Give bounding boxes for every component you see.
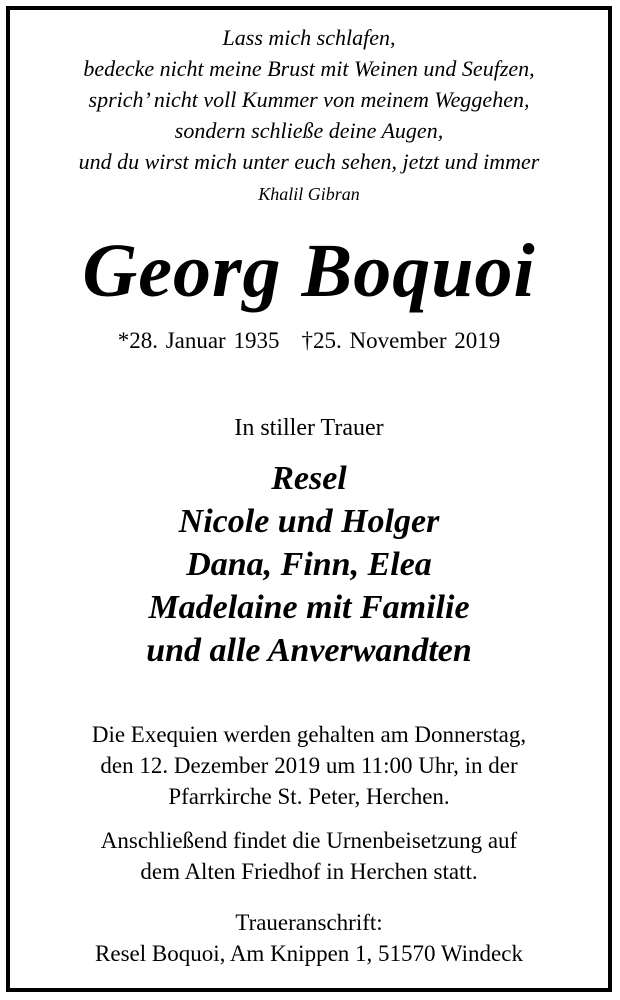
service-line: Pfarrkirche St. Peter, Herchen. — [168, 784, 450, 809]
mourner: Dana, Finn, Elea — [186, 546, 432, 583]
burial-line: Anschließend findet die Urnenbeisetzung auf — [100, 828, 518, 853]
address-label: Traueranschrift: — [235, 910, 383, 935]
mourner: und alle Anverwandten — [146, 632, 472, 669]
obituary-notice — [6, 6, 612, 992]
death-date: †25. November 2019 — [301, 328, 501, 353]
mourner: Nicole und Holger — [178, 503, 440, 540]
mourners-list — [10, 457, 608, 672]
service-line: den 12. Dezember 2019 um 11:00 Uhr, in der — [100, 753, 518, 778]
mourning-address — [10, 907, 608, 969]
mourner: Madelaine mit Familie — [148, 589, 470, 626]
poem-line: sondern schließe deine Augen, — [174, 118, 444, 143]
mourning-intro: In stiller Trauer — [234, 415, 384, 441]
burial-info — [10, 825, 608, 887]
address-value: Resel Boquoi, Am Knippen 1, 51570 Windeck — [95, 941, 523, 966]
poem — [10, 22, 608, 177]
poem-line: Lass mich schlafen, — [222, 25, 396, 50]
poem-author: Khalil Gibran — [258, 184, 360, 204]
deceased-name: Georg Boquoi — [82, 229, 536, 313]
burial-line: dem Alten Friedhof in Herchen statt. — [140, 859, 478, 884]
service-line: Die Exequien werden gehalten am Donnerstag, — [91, 722, 527, 747]
mourner: Resel — [271, 460, 347, 497]
life-dates — [10, 327, 608, 355]
birth-date: *28. Januar 1935 — [117, 328, 280, 353]
service-info — [10, 719, 608, 812]
poem-line: bedecke nicht meine Brust mit Weinen und Seufzen, — [83, 56, 535, 81]
poem-line: sprich’ nicht voll Kummer von meinem Weggehen, — [88, 87, 530, 112]
poem-line: und du wirst mich unter euch sehen, jetzt und immer — [78, 149, 540, 174]
